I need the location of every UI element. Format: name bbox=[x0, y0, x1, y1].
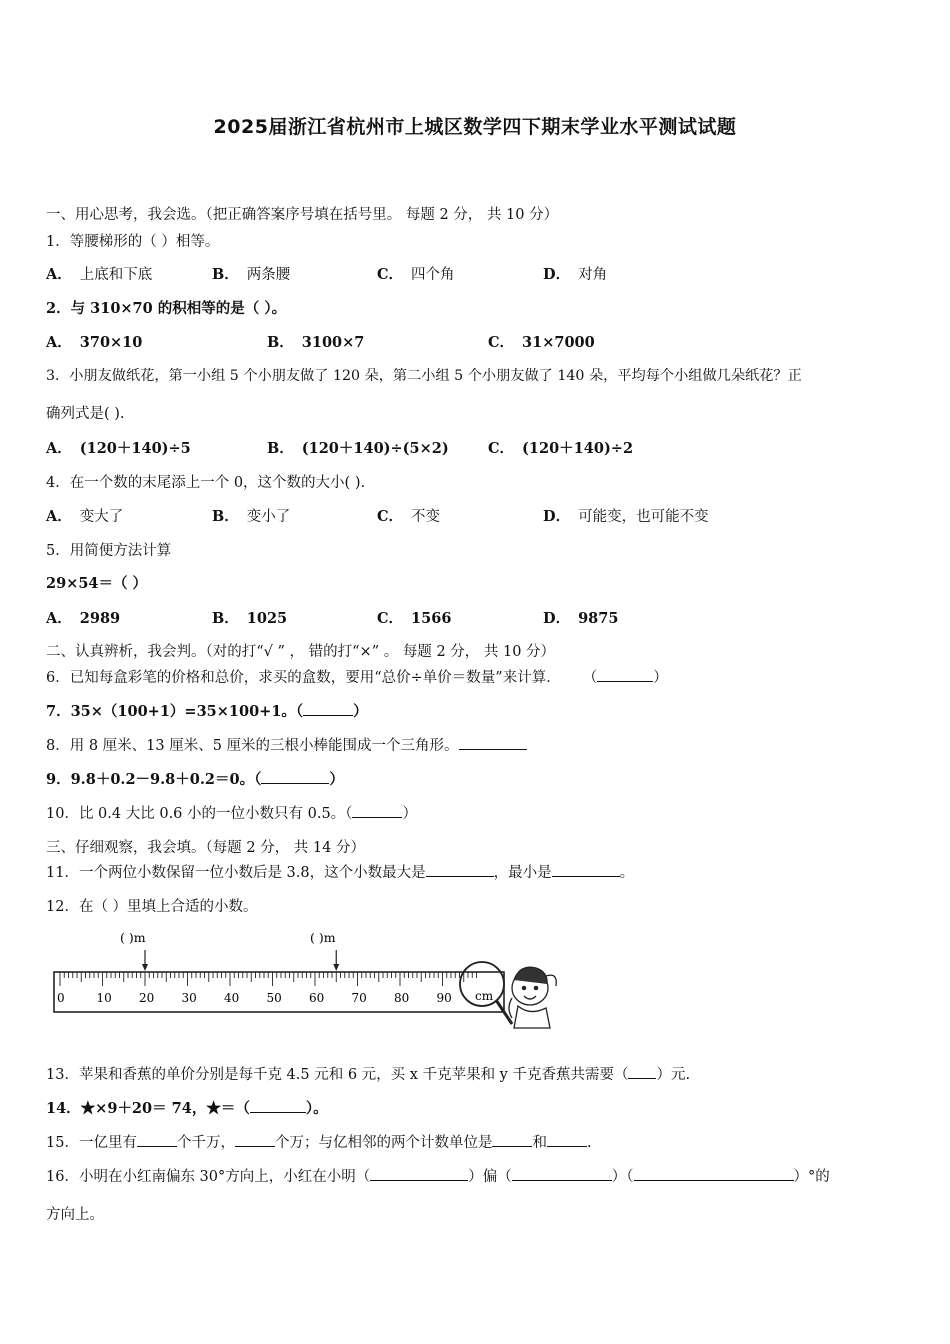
q16-blank-2[interactable] bbox=[512, 1166, 612, 1181]
ruler-figure bbox=[50, 928, 560, 1036]
ruler-arrowhead-1 bbox=[142, 964, 148, 971]
question-1: 1．等腰梯形的（ ）相等。 bbox=[46, 234, 220, 250]
question-7: 7．35×（100+1）=35×100+1。（ ） bbox=[46, 703, 368, 720]
ruler-tick-label: 20 bbox=[139, 991, 155, 1005]
q2-option-b: B． 3100×7 bbox=[267, 334, 365, 351]
question-10: 10．比 0.4 大比 0.6 小的一位小数只有 0.5。（ ） bbox=[46, 802, 417, 823]
q11-min-blank[interactable] bbox=[552, 862, 620, 877]
ruler-label-2: ( )m bbox=[310, 930, 336, 945]
section-2-heading: 二、认真辨析，我会判。（对的打“√ ” ， 错的打“×” 。 每题 2 分， 共 10 分） bbox=[46, 644, 556, 660]
question-2: 2．与 310×70 的积相等的是（ ）。 bbox=[46, 300, 287, 317]
q8-answer-blank[interactable] bbox=[459, 735, 527, 750]
question-8: 8．用 8 厘米、13 厘米、5 厘米的三根小棒能围成一个三角形。 bbox=[46, 734, 527, 755]
cartoon-girl-illustration bbox=[509, 967, 556, 1028]
question-6: 6．已知每盒彩笔的价格和总价，求买的盒数，要用“总价÷单价＝数量”来计算． （ ） bbox=[46, 666, 668, 687]
question-13: 13．苹果和香蕉的单价分别是每千克 4.5 元和 6 元，买 x 千克苹果和 y 千克香蕉共需要（ ）元. bbox=[46, 1063, 690, 1084]
q5-option-c: C． 1566 bbox=[377, 610, 452, 627]
ruler-tick-label: 90 bbox=[436, 991, 452, 1005]
question-15: 15．一亿里有 个千万， 个万；与亿相邻的两个计数单位是 和 . bbox=[46, 1131, 592, 1152]
question-9: 9．9.8＋0.2－9.8＋0.2＝0。（ ） bbox=[46, 771, 344, 788]
question-3-line-2: 确列式是( ). bbox=[46, 406, 125, 422]
ruler-tick-label: 50 bbox=[266, 991, 282, 1005]
question-3-line-1: 3．小朋友做纸花，第一小组 5 个小朋友做了 120 朵，第二小组 5 个小朋友做了 140 朵，平均每个小组做几朵纸花？正 bbox=[46, 368, 802, 384]
question-14: 14．★×9＋20＝ 74，★＝（ ）。 bbox=[46, 1100, 328, 1117]
q16-blank-3[interactable] bbox=[634, 1166, 794, 1181]
ruler-unit-cm: cm bbox=[475, 989, 494, 1003]
ruler-arrowhead-2 bbox=[333, 964, 339, 971]
q15-blank-2[interactable] bbox=[235, 1132, 275, 1147]
q4-option-b: B． 变小了 bbox=[212, 508, 291, 525]
q5-option-b: B． 1025 bbox=[212, 610, 288, 627]
q16-blank-1[interactable] bbox=[370, 1166, 468, 1181]
section-1-heading: 一、用心思考，我会选。（把正确答案序号填在括号里。 每题 2 分， 共 10 分） bbox=[46, 207, 559, 223]
q4-option-c: C． 不变 bbox=[377, 508, 441, 525]
q15-blank-3[interactable] bbox=[492, 1132, 532, 1147]
q1-option-b: B． 两条腰 bbox=[212, 266, 291, 283]
q11-max-blank[interactable] bbox=[426, 862, 494, 877]
q2-option-c: C． 31×7000 bbox=[488, 334, 595, 351]
ruler-tick-label: 80 bbox=[394, 991, 410, 1005]
q5-option-a: A． 2989 bbox=[46, 610, 121, 627]
question-16-line-2: 方向上。 bbox=[46, 1207, 104, 1223]
question-11: 11．一个两位小数保留一位小数后是 3.8，这个小数最大是 ，最小是 。 bbox=[46, 861, 634, 882]
page-title: 2025届浙江省杭州市上城区数学四下期末学业水平测试试题 bbox=[213, 116, 737, 138]
question-16-line-1: 16．小明在小红南偏东 30°方向上，小红在小明（ ）偏（ ）（ ）°的 bbox=[46, 1165, 830, 1186]
question-5-expression: 29×54＝（ ） bbox=[46, 575, 148, 592]
q6-answer-blank[interactable] bbox=[597, 667, 653, 682]
q13-answer-blank[interactable] bbox=[628, 1064, 656, 1079]
ruler-tick-label: 60 bbox=[309, 991, 325, 1005]
q15-blank-4[interactable] bbox=[547, 1132, 587, 1147]
ruler-tick-label: 10 bbox=[96, 991, 112, 1005]
ruler-tick-label: 70 bbox=[351, 991, 367, 1005]
q7-answer-blank[interactable] bbox=[303, 701, 353, 716]
q1-option-d: D． 对角 bbox=[543, 266, 608, 283]
ruler-tick-label: 0 bbox=[57, 991, 65, 1005]
q3-option-a: A． (120＋140)÷5 bbox=[46, 440, 191, 457]
q3-option-b: B． (120＋140)÷(5×2) bbox=[267, 440, 449, 457]
q15-blank-1[interactable] bbox=[137, 1132, 177, 1147]
q3-option-c: C． (120＋140)÷2 bbox=[488, 440, 634, 457]
ruler-tick-label: 40 bbox=[224, 991, 240, 1005]
ruler-label-1: ( )m bbox=[120, 930, 146, 945]
question-12: 12．在（ ）里填上合适的小数。 bbox=[46, 899, 258, 915]
q10-answer-blank[interactable] bbox=[352, 803, 402, 818]
q1-option-c: C． 四个角 bbox=[377, 266, 455, 283]
question-4: 4．在一个数的末尾添上一个 0，这个数的大小( ). bbox=[46, 475, 366, 491]
section-3-heading: 三、仔细观察，我会填。（每题 2 分， 共 14 分） bbox=[46, 840, 365, 856]
q4-option-a: A． 变大了 bbox=[46, 508, 124, 525]
question-5: 5．用简便方法计算 bbox=[46, 543, 172, 559]
q5-option-d: D． 9875 bbox=[543, 610, 619, 627]
q14-answer-blank[interactable] bbox=[250, 1098, 306, 1113]
ruler-tick-label: 30 bbox=[181, 991, 197, 1005]
q4-option-d: D． 可能变，也可能不变 bbox=[543, 508, 709, 525]
q1-option-a: A． 上底和下底 bbox=[46, 266, 153, 283]
q2-option-a: A． 370×10 bbox=[46, 334, 143, 351]
ruler-arrows bbox=[142, 950, 339, 971]
q9-answer-blank[interactable] bbox=[261, 769, 329, 784]
